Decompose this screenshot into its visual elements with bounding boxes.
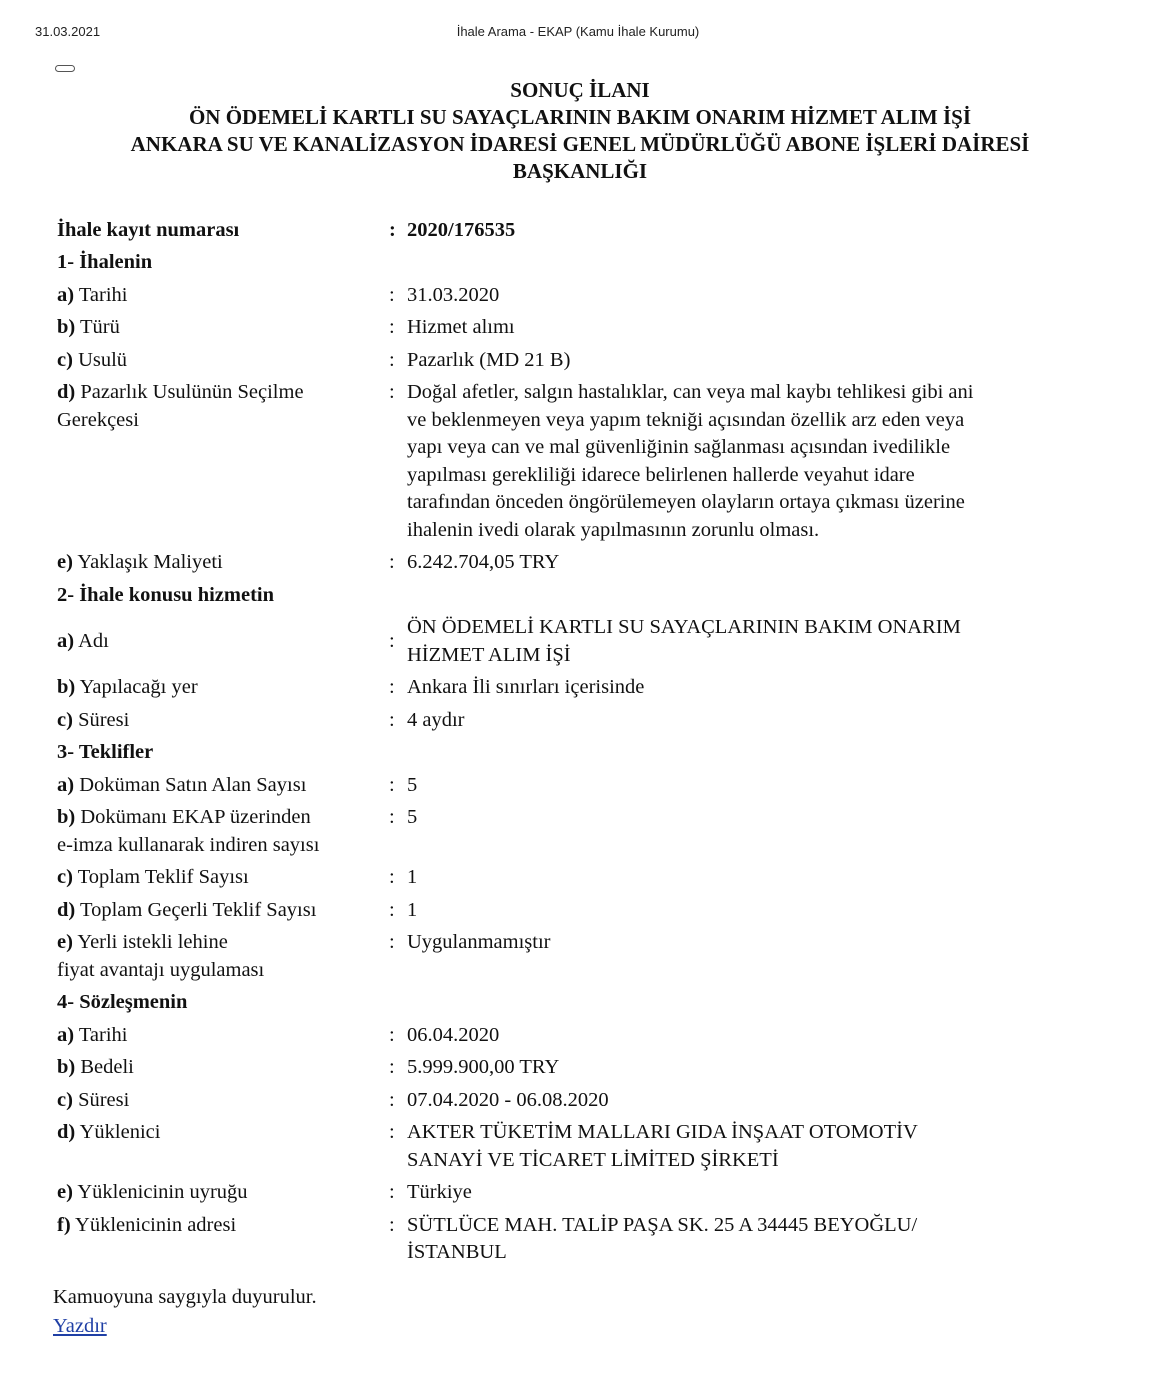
s3-b-value: 5 bbox=[407, 806, 418, 828]
ikn-value: 2020/176535 bbox=[407, 218, 516, 241]
print-date: 31.03.2021 bbox=[35, 24, 101, 39]
s3-b-label: b) Dokümanı EKAP üzerinden e-imza kullanarak indiren sayısı bbox=[57, 806, 320, 856]
s1-d-line-2: ve beklenmeyen veya yapım tekniği açısından özellik arz eden veya bbox=[407, 408, 965, 431]
s1-b-label: b) Türü bbox=[57, 316, 120, 338]
s2-row-a bbox=[57, 612, 1117, 672]
s3-row-a bbox=[57, 769, 1117, 802]
s4-row-f bbox=[57, 1209, 1117, 1269]
print-link[interactable]: Yazdır bbox=[53, 1315, 107, 1337]
s3-row-d bbox=[57, 894, 1117, 927]
s4-f-label: f) Yüklenicinin adresi bbox=[57, 1213, 237, 1236]
s1-row-e bbox=[57, 547, 1117, 580]
ikn-row bbox=[57, 214, 1117, 247]
s2-c-value: 4 aydır bbox=[407, 708, 465, 731]
colon: : bbox=[389, 551, 395, 573]
colon: : bbox=[389, 316, 395, 338]
s2-c-label: c) Süresi bbox=[57, 708, 130, 731]
s2-a-line-1: ÖN ÖDEMELİ KARTLI SU SAYAÇLARININ BAKIM ONARIM bbox=[407, 616, 961, 638]
s1-c-value: Pazarlık (MD 21 B) bbox=[407, 348, 571, 371]
colon: : bbox=[389, 1023, 395, 1046]
colon: : bbox=[389, 931, 395, 953]
s1-a-value: 31.03.2020 bbox=[407, 283, 500, 306]
heading-line-1: SONUÇ İLANI bbox=[510, 78, 650, 102]
section-1-title: 1- İhalenin bbox=[57, 251, 153, 273]
s3-e-label: e) Yerli istekli lehine fiyat avantajı uygulaması bbox=[57, 931, 265, 981]
ikn-label: İhale kayıt numarası bbox=[57, 218, 240, 241]
colon: : bbox=[389, 1181, 395, 1203]
closing-text: Kamuoyuna saygıyla duyurulur. bbox=[53, 1286, 317, 1308]
toggle-pill-icon[interactable] bbox=[55, 65, 75, 72]
s4-d-value bbox=[407, 1117, 1117, 1177]
s2-a-value bbox=[407, 612, 1117, 672]
s1-d-label: d) Pazarlık Usulünün Seçilme Gerekçesi bbox=[57, 381, 304, 431]
section-3-title: 3- Teklifler bbox=[57, 741, 154, 763]
footer bbox=[53, 1283, 317, 1341]
s3-d-value: 1 bbox=[407, 898, 418, 921]
print-header bbox=[0, 24, 1156, 44]
heading-line-4: BAŞKANLIĞI bbox=[512, 159, 648, 183]
s1-d-line-4: yapılması gerekliliği idarece belirlenen hallerde veyahut idare bbox=[407, 463, 915, 486]
colon: : bbox=[389, 348, 395, 371]
s1-a-label: a) Tarihi bbox=[57, 283, 128, 306]
colon: : bbox=[389, 629, 395, 652]
s4-f-line-2: İSTANBUL bbox=[407, 1241, 507, 1263]
s4-c-label: c) Süresi bbox=[57, 1088, 130, 1111]
announcement-heading bbox=[40, 77, 1120, 185]
s4-d-label: d) Yüklenici bbox=[57, 1121, 161, 1143]
s2-a-label: a) Adı bbox=[57, 629, 109, 652]
s3-c-label: c) Toplam Teklif Sayısı bbox=[57, 866, 249, 888]
s2-row-c bbox=[57, 704, 1117, 737]
s2-row-b bbox=[57, 672, 1117, 705]
s4-f-value bbox=[407, 1209, 1117, 1269]
announcement-body bbox=[57, 214, 1117, 1269]
s3-a-label: a) Doküman Satın Alan Sayısı bbox=[57, 773, 307, 796]
colon: : bbox=[389, 1088, 395, 1111]
s4-b-value: 5.999.900,00 TRY bbox=[407, 1056, 560, 1078]
s1-b-value: Hizmet alımı bbox=[407, 316, 515, 338]
colon: : bbox=[389, 708, 395, 731]
colon: : bbox=[389, 283, 395, 306]
heading-line-2: ÖN ÖDEMELİ KARTLI SU SAYAÇLARININ BAKIM ONARIM HİZMET ALIM İŞİ bbox=[188, 105, 972, 129]
s1-row-a bbox=[57, 279, 1117, 312]
s1-row-d bbox=[57, 377, 1117, 547]
s3-a-value: 5 bbox=[407, 773, 418, 796]
s4-a-value: 06.04.2020 bbox=[407, 1023, 500, 1046]
s1-row-c bbox=[57, 344, 1117, 377]
colon: : bbox=[389, 866, 395, 888]
s1-row-b bbox=[57, 312, 1117, 345]
heading-line-3: ANKARA SU VE KANALİZASYON İDARESİ GENEL MÜDÜRLÜĞÜ ABONE İŞLERİ DAİRESİ bbox=[130, 132, 1030, 156]
colon: : bbox=[389, 1213, 395, 1236]
s4-row-e bbox=[57, 1177, 1117, 1210]
colon: : bbox=[389, 773, 395, 796]
s4-row-b bbox=[57, 1052, 1117, 1085]
s1-c-label: c) Usulü bbox=[57, 348, 128, 371]
s3-e-value: Uygulanmamıştır bbox=[407, 931, 551, 953]
colon: : bbox=[389, 1056, 395, 1078]
s1-d-line-6: ihalenin ivedi olarak yapılmasının zorunlu olması. bbox=[407, 518, 820, 541]
s4-c-value: 07.04.2020 - 06.08.2020 bbox=[407, 1088, 609, 1111]
s1-d-value bbox=[407, 377, 1117, 547]
s1-e-label: e) Yaklaşık Maliyeti bbox=[57, 551, 223, 573]
colon: : bbox=[389, 1121, 395, 1143]
s3-row-e bbox=[57, 927, 1117, 987]
s3-d-label: d) Toplam Geçerli Teklif Sayısı bbox=[57, 898, 317, 921]
s4-e-label: e) Yüklenicinin uyruğu bbox=[57, 1181, 248, 1203]
s4-row-c bbox=[57, 1084, 1117, 1117]
colon: : bbox=[389, 806, 395, 828]
s4-e-value: Türkiye bbox=[407, 1181, 472, 1203]
colon: : bbox=[389, 381, 395, 403]
s4-a-label: a) Tarihi bbox=[57, 1023, 128, 1046]
section-4-title: 4- Sözleşmenin bbox=[57, 991, 188, 1013]
s1-d-line-1: Doğal afetler, salgın hastalıklar, can veya mal kaybı tehlikesi gibi ani bbox=[407, 381, 974, 403]
s4-d-line-1: AKTER TÜKETİM MALLARI GIDA İNŞAAT OTOMOTİV bbox=[407, 1121, 918, 1143]
s3-row-c bbox=[57, 862, 1117, 895]
s1-e-value: 6.242.704,05 TRY bbox=[407, 551, 560, 573]
s4-b-label: b) Bedeli bbox=[57, 1056, 134, 1078]
s4-row-a bbox=[57, 1019, 1117, 1052]
s1-d-line-5: tarafından önceden öngörülemeyen olayların ortaya çıkması üzerine bbox=[407, 491, 965, 513]
colon: : bbox=[389, 898, 395, 921]
s3-row-b bbox=[57, 802, 1117, 862]
s4-f-line-1: SÜTLÜCE MAH. TALİP PAŞA SK. 25 A 34445 BEYOĞLU/ bbox=[407, 1213, 918, 1236]
section-2-title: 2- İhale konusu hizmetin bbox=[57, 583, 275, 606]
s3-c-value: 1 bbox=[407, 866, 418, 888]
s4-row-d bbox=[57, 1117, 1117, 1177]
s2-b-label: b) Yapılacağı yer bbox=[57, 676, 198, 698]
s2-b-value: Ankara İli sınırları içerisinde bbox=[407, 676, 645, 698]
s4-d-line-2: SANAYİ VE TİCARET LİMİTED ŞİRKETİ bbox=[407, 1148, 779, 1171]
ikn-colon: : bbox=[389, 218, 396, 241]
colon: : bbox=[389, 676, 395, 698]
s2-a-line-2: HİZMET ALIM İŞİ bbox=[407, 643, 571, 666]
print-page-title: İhale Arama - EKAP (Kamu İhale Kurumu) bbox=[456, 24, 700, 39]
s1-d-line-3: yapı veya can ve mal güvenliğinin sağlanması açısından ivedilikle bbox=[407, 436, 951, 458]
